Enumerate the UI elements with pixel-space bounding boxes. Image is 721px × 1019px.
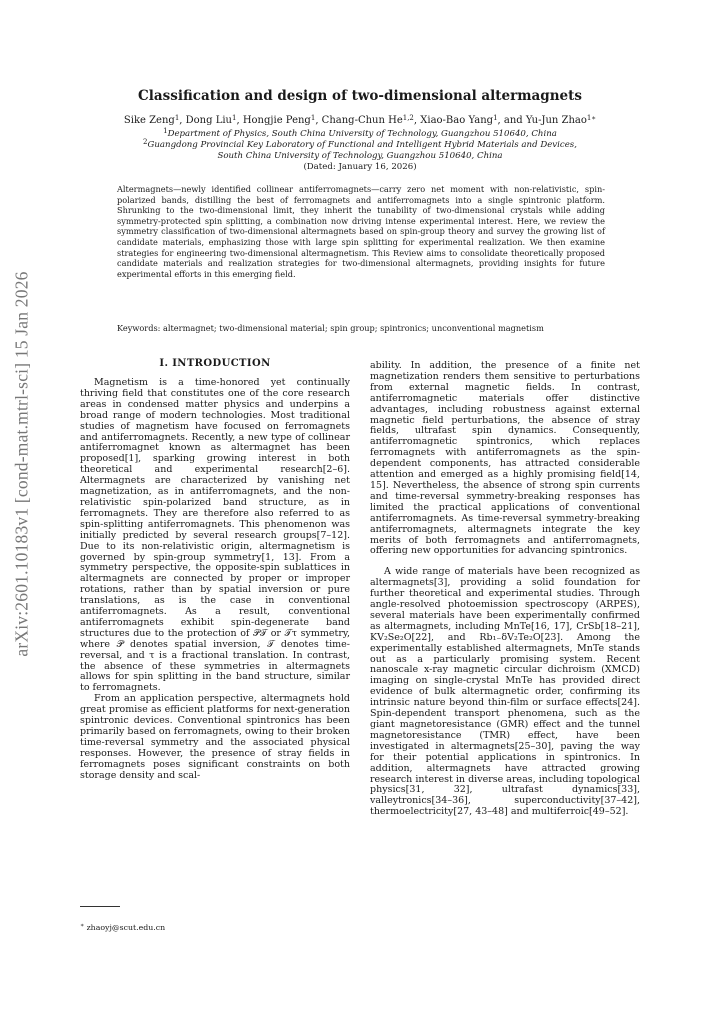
author-name: Chang-Chun He <box>321 115 403 126</box>
affiliation-1 <box>80 129 640 140</box>
author-name: Dong Liu <box>185 115 232 126</box>
body-paragraph: A wide range of materials have been recognized as altermagnets[3], providing a solid foundation for further theoretical and experimental studies. Through angle-resolved photoemission spectroscopy (ARPES), several materials have been experimentally confirmed as altermagnets, including MnTe[16, 17], CrSb[18–21], KV₂Se₂O[22], and Rb₁₋δV₂Te₂O[23]. Among the experimentally established altermagnets, MnTe stands out as a particularly promising system. Recent nanoscale x-ray magnetic circular dichroism (XMCD) imaging on single-crystal MnTe has provided direct evidence of bulk altermagnetic order, confirming its intrinsic nature beyond thin-film or surface effects[24]. Spin-dependent transport phenomena, such as the giant magnetoresistance (GMR) effect and the tunnel magnetoresistance (TMR) effect, have been investigated in altermagnets[25–30], paving the way for their potential applications in spintronics. In addition, altermagnets have attracted growing research interest in diverse areas, including topological physics[31, 32], ultrafast dynamics[33], valleytronics[34–36], superconductivity[37–42], thermoelectricity[27, 43–48] and multiferroic[49–52]. <box>370 566 640 818</box>
author-name: Hongjie Peng <box>242 115 311 126</box>
author-name: Sike Zeng <box>123 115 175 126</box>
right-column <box>370 361 640 818</box>
footnote-rule <box>80 906 120 907</box>
affiliation-mark: 2 <box>143 138 148 146</box>
body-paragraph: From an application perspective, altermagnets hold great promise as efficient platforms for next-generation spintronic devices. Conventional spintronics has been primarily based on ferromagnets, owing to their broken time-reversal symmetry and the associated physical responses. However, the presence of stray fields in ferromagnets poses significant constraints on both storage density and scal- <box>80 693 350 781</box>
author <box>186 115 237 126</box>
author <box>322 115 414 126</box>
section-heading: I. INTRODUCTION <box>159 358 271 369</box>
author <box>420 115 497 126</box>
author-list: Sike Zeng$^1$, Dong Liu$^1$, Hongjie Peng$^1$, Chang-Chun He$^{1,2}$, Xiao-Bao Yang$^1$, and Yu-Jun Zhao$^{1∗}$ <box>123 114 597 126</box>
author-name: Xiao-Bao Yang <box>420 115 494 126</box>
affiliation-2-continued: South China University of Technology, Guangzhou 510640, China <box>217 151 503 161</box>
author-affiliation-mark: 1 <box>174 114 180 122</box>
affiliation-text: Department of Physics, South China University of Technology, Guangzhou 510640, China <box>167 129 557 139</box>
author-affiliation-mark: 1 <box>310 114 316 122</box>
affiliation-mark: 1 <box>163 127 168 135</box>
left-column <box>80 378 350 782</box>
body-paragraph-continued: ability. In addition, the presence of a finite net magnetization renders them sensitive to perturbations from external magnetic fields. In contrast, antiferromagnetic materials offer distinctive advantages, including robustness against external magnetic field perturbations, the absence of stray fields, ultrafast spin dynamics. Consequently, antiferromagnetic spintronics, which replaces ferromagnets with antiferromagnets as the spin-dependent components, has attracted considerable attention and emerged as a highly promising field[14, 15]. Nevertheless, the absence of strong spin currents and time-reversal symmetry-breaking responses has limited the practical applications of conventional antiferromagnets. As time-reversal symmetry-breaking antiferromagnets, altermagnets integrate the key merits of both ferromagnets and antiferromagnets, offering new opportunities for advancing spintronics. <box>370 360 640 557</box>
footnote <box>80 923 165 932</box>
keywords: Keywords: altermagnet; two-dimensional material; spin group; spintronics; unconventional magnetism <box>117 323 544 333</box>
body-paragraph: Magnetism is a time-honored yet continually thriving field that constitutes one of the core research areas in condensed matter physics and underpins a broad range of modern technologies. Most traditional studies of magnetism have focused on ferromagnets and antiferromagnets. Recently, a new type of collinear antiferromagnet known as altermagnet has been proposed[1], sparking growing interest in both theoretical and experimental research[2–6]. Altermagnets are characterized by vanishing net magnetization, as in antiferromagnets, and the non-relativistic spin-polarized band structure, as in ferromagnets. They are therefore also referred to as spin-splitting antiferromagnets. This phenomenon was initially predicted by several research groups[7–12]. Due to its non-relativistic origin, altermagnetism is governed by spin-group symmetry[1, 13]. From a symmetry perspective, the opposite-spin sublattices in altermagnets are connected by proper or improper rotations, rather than by spatial inversion or pure translations, as is the case in conventional antiferromagnets. As a result, conventional antiferromagnets exhibit spin-degenerate band structures due to the protection of 𝒫𝒯 or 𝒯τ symmetry, where 𝒫 denotes spatial inversion, 𝒯 denotes time-reversal, and τ is a fractional translation. In contrast, the absence of these symmetries in altermagnets allows for spin splitting in the band structure, similar to ferromagnets. <box>80 377 350 694</box>
author-affiliation-mark: 1 <box>231 114 237 122</box>
footnote-mark: ∗ <box>80 922 85 929</box>
paper-title: Classification and design of two-dimensional altermagnets <box>138 88 582 104</box>
affiliation-text: Guangdong Provincial Key Laboratory of Functional and Intelligent Hybrid Materials and Devices, <box>147 140 577 150</box>
author <box>243 115 316 126</box>
author-affiliation-mark: 1,2 <box>402 114 414 122</box>
author-affiliation-mark: 1∗ <box>586 114 597 122</box>
author-affiliation-mark: 1 <box>493 114 498 122</box>
footnote-email: zhaoyj@scut.edu.cn <box>86 923 166 932</box>
affiliation-2 <box>80 140 640 151</box>
author <box>124 115 179 126</box>
arxiv-identifier-stamp <box>6 240 38 688</box>
abstract: Altermagnets—newly identified collinear antiferromagnets—carry zero net moment with non-relativistic, spin-polarized bands, distilling the best of ferromagnets and antiferromagnets into a single spintronic platform. Shrunking to the two-dimensional limit, they inherit the tunability of two-dimensional crystals while adding symmetry-protected spin splitting, a combination now driving intense experimental interest. Here, we review the symmetry classification of two-dimensional altermagnets based on spin-group theory and survey the growing list of candidate materials, emphasizing those with large spin splitting for experimental realization. We then examine strategies for engineering two-dimensional altermagnetism. This Review aims to consolidate theoretically proposed candidate materials and realization strategies for two-dimensional altermagnets, providing insights for future experimental efforts in this emerging field. <box>117 184 605 279</box>
arxiv-identifier: arXiv:2601.10183v1 [cond-mat.mtrl-sci] 15 Jan 2026 <box>11 271 32 657</box>
affiliations <box>80 129 640 173</box>
dated-line: (Dated: January 16, 2026) <box>303 162 417 172</box>
author-name: Yu-Jun Zhao <box>525 115 587 126</box>
author <box>526 115 596 126</box>
